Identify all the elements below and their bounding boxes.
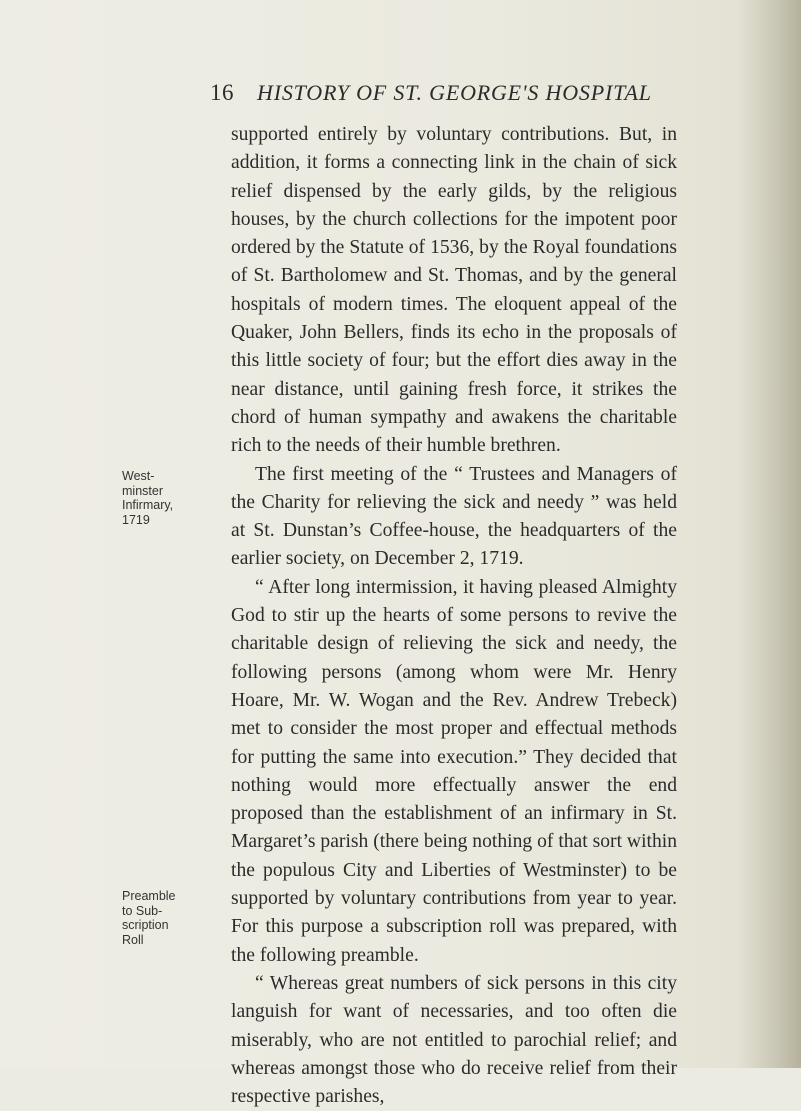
page-number: 16 bbox=[210, 80, 234, 105]
margin-note-line: West- bbox=[122, 469, 155, 483]
page-header bbox=[210, 80, 670, 110]
margin-note-westminster-infirmary bbox=[122, 469, 222, 527]
paragraph: “ After long intermission, it having pleased Almighty God to stir up the hearts of some persons to revive the charitable design of relieving the sick and needy, the following persons (among whom were Mr. Henry Hoare, Mr. W. Wogan and the Rev. Andrew Trebeck) met to consider the most proper and effectual methods for putting the same into execution.” They decided that nothing would more effectually answer the end proposed than the establishment of an infirmary in St. Margaret’s parish (there being nothing of that sort within the populous City and Liberties of Westminster) to be supported by voluntary contributions from year to year. For this purpose a subscription roll was prepared, with the following preamble. bbox=[231, 576, 677, 966]
margin-note-line: Preamble bbox=[122, 889, 176, 903]
body-text bbox=[231, 121, 677, 1111]
margin-note-line: minster bbox=[122, 483, 163, 498]
margin-note-line: 1719 bbox=[122, 512, 150, 527]
margin-note-line: scription bbox=[122, 918, 169, 932]
margin-note-line: to Sub- bbox=[122, 903, 163, 918]
paragraph: “ Whereas great numbers of sick persons in this city languish for want of necessaries, and too often die miserably, who are not entitled to parochial relief; and whereas amongst those who do receive relief from their respective parishes, bbox=[231, 972, 677, 1108]
margin-note-line: Roll bbox=[122, 932, 144, 947]
margin-note-preamble bbox=[122, 889, 222, 947]
margin-note-line: Infirmary, bbox=[122, 498, 174, 512]
paragraph: The first meeting of the “ Trustees and Managers of the Charity for relieving the sick and needy ” was held at St. Dunstan’s Coffee-house, the headquarters of the earlier society, on December 2, 1719. bbox=[231, 463, 677, 570]
running-title: HISTORY OF ST. GEORGE'S HOSPITAL bbox=[257, 80, 652, 105]
paragraph: supported entirely by voluntary contributions. But, in addition, it forms a connecting link in the chain of sick relief dispensed by the early gilds, by the religious houses, by the church collections for the impotent poor ordered by the Statute of 1536, by the Royal foundations of St. Bartholomew and St. Thomas, and by the general hospitals of modern times. The eloquent appeal of the Quaker, John Bellers, finds its echo in the proposals of this little society of four; but the effort dies away in the near distance, until gaining fresh force, it strikes the chord of human sympathy and awakens the charitable rich to the needs of their humble brethren. bbox=[231, 124, 677, 457]
